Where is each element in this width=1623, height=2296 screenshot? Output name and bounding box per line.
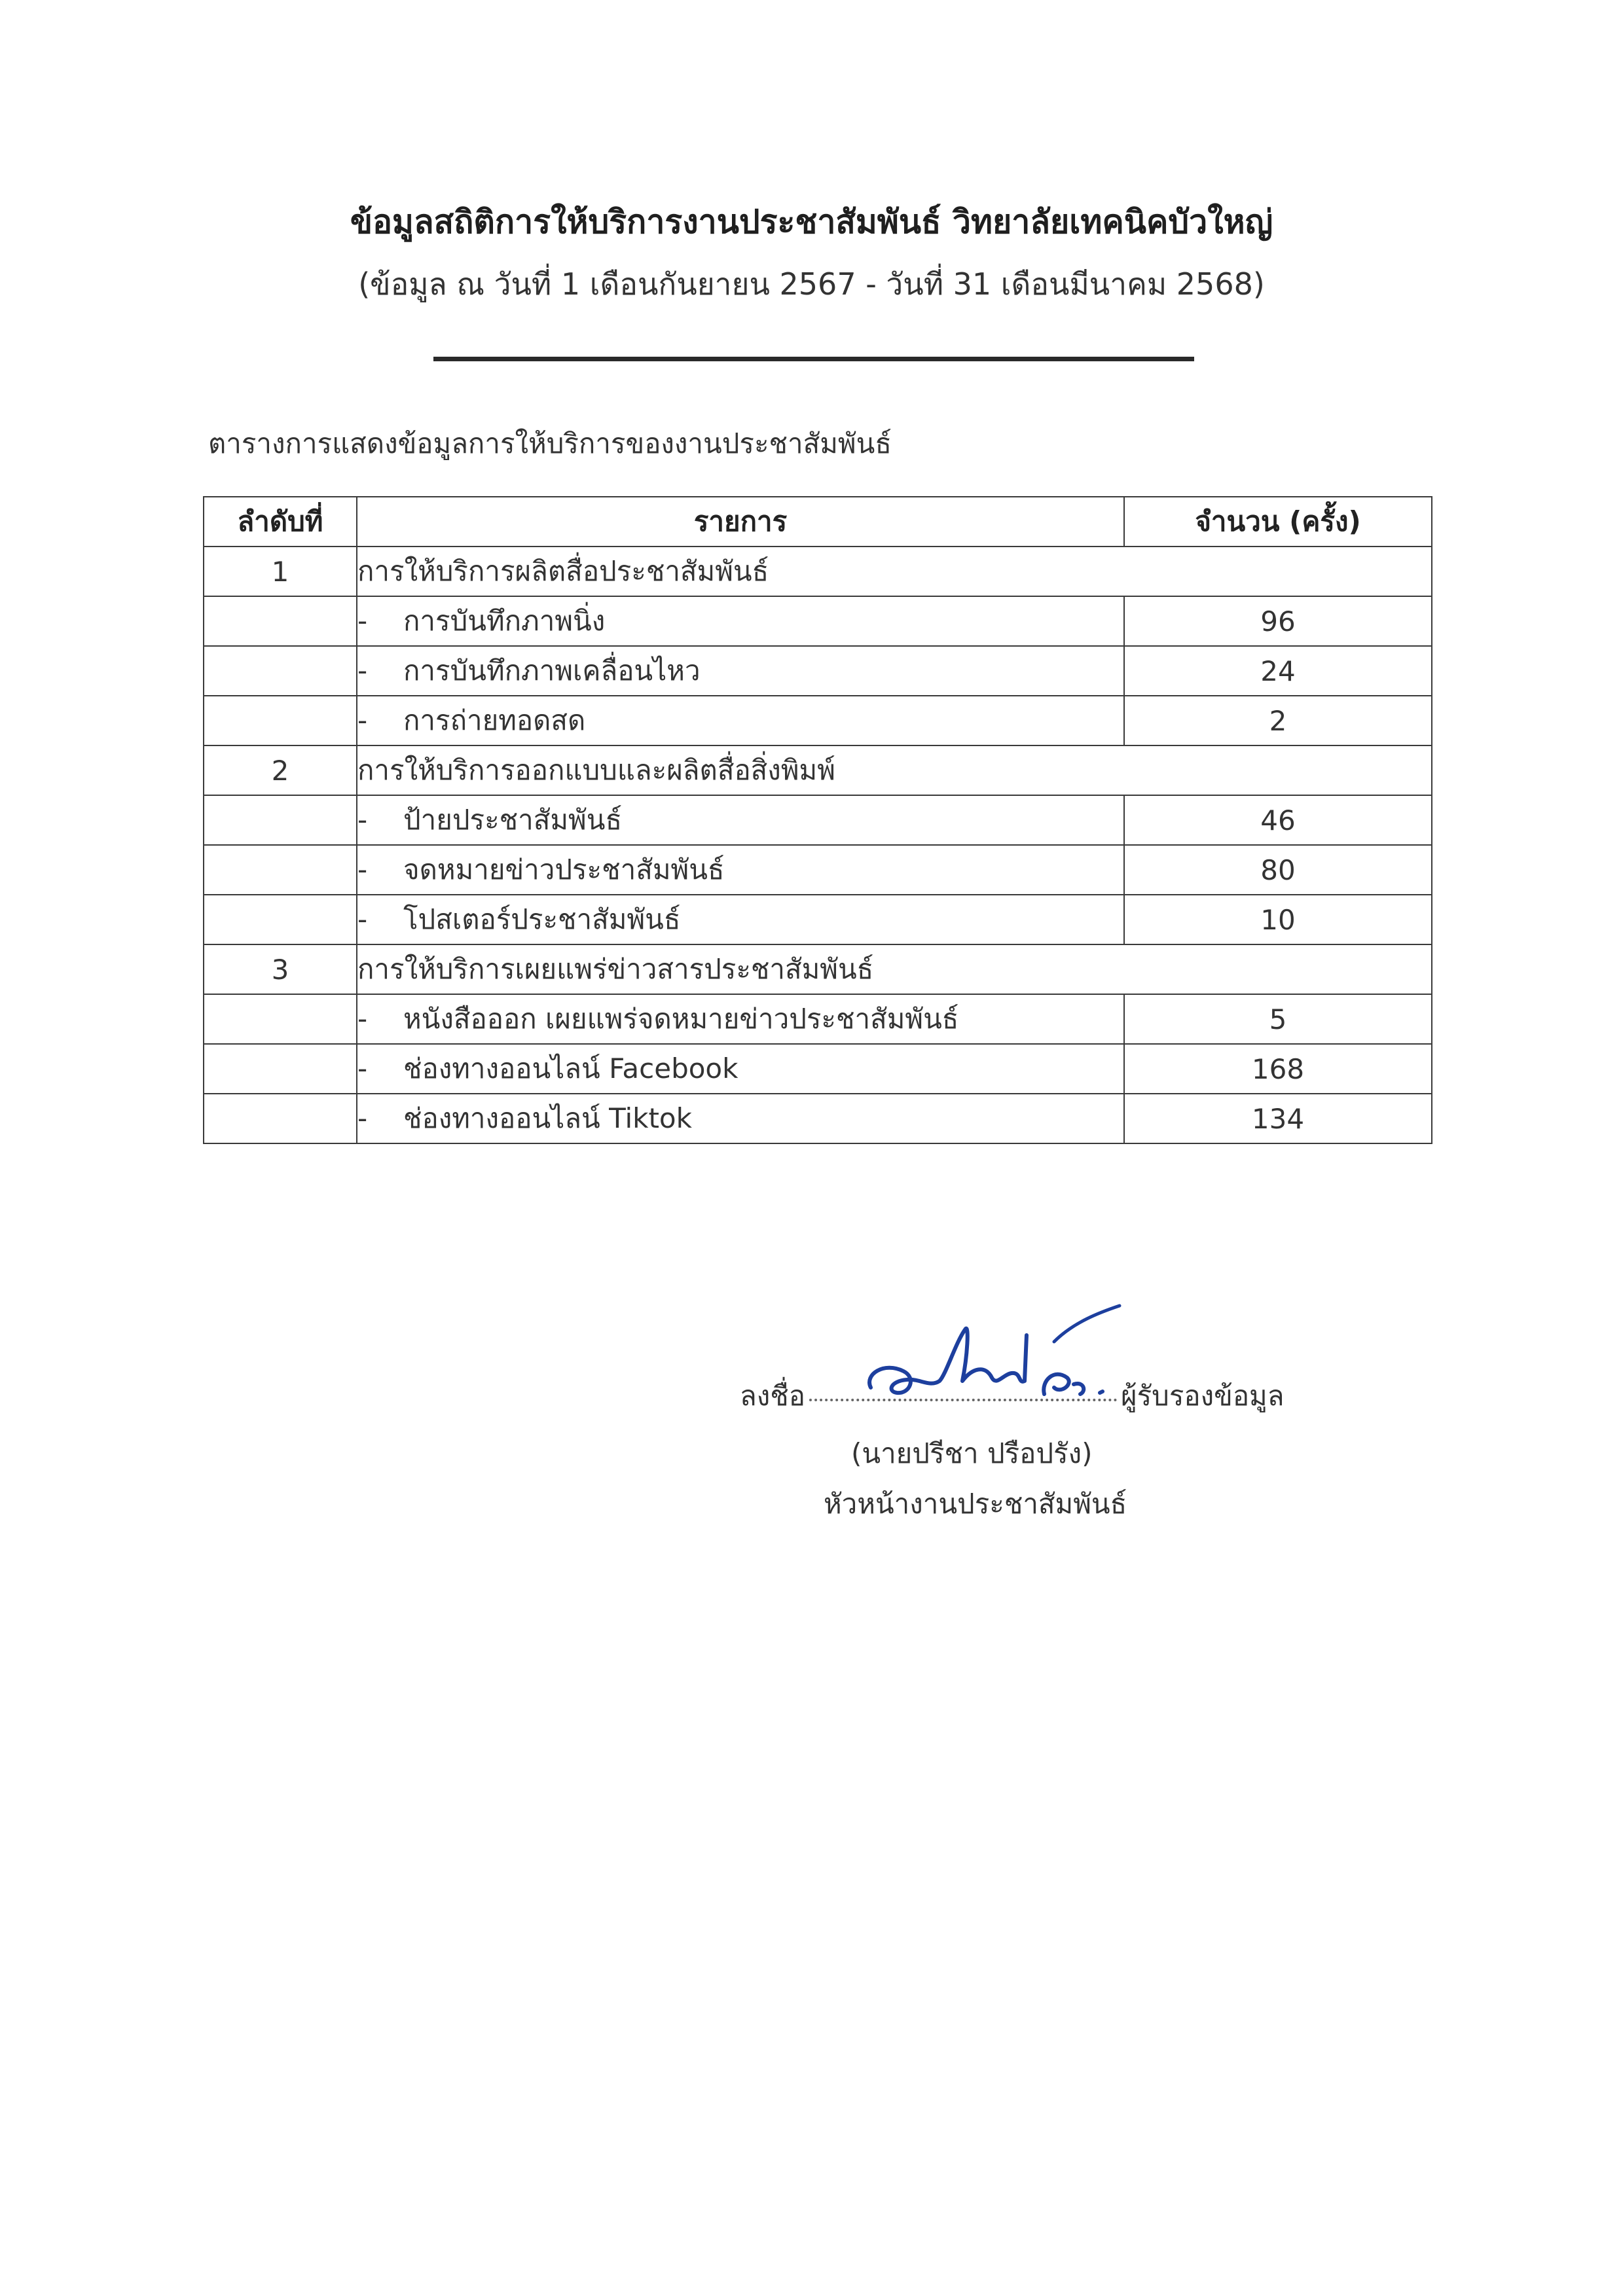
item-count: 168 [1124, 1044, 1432, 1094]
item-label: การบันทึกภาพเคลื่อนไหว [403, 655, 701, 687]
item-count: 134 [1124, 1094, 1432, 1143]
item-count: 96 [1124, 596, 1432, 646]
item-cell: - การบันทึกภาพนิ่ง [357, 596, 1124, 646]
item-cell: - ป้ายประชาสัมพันธ์ [357, 795, 1124, 845]
group-number: 2 [204, 745, 357, 795]
group-title: การให้บริการออกแบบและผลิตสื่อสิ่งพิมพ์ [357, 745, 1432, 795]
item-cell: - โปสเตอร์ประชาสัมพันธ์ [357, 895, 1124, 944]
signature-dotted-line [809, 1399, 1117, 1401]
signer-position: หัวหน้างานประชาสัมพันธ์ [824, 1488, 1127, 1520]
group-number: 1 [204, 547, 357, 596]
item-label: การบันทึกภาพนิ่ง [403, 605, 606, 637]
table-row [204, 994, 1432, 1044]
table-header-row [204, 497, 1432, 547]
item-cell: - ช่องทางออนไลน์ Tiktok [357, 1094, 1124, 1143]
item-count: 10 [1124, 895, 1432, 944]
table-row [204, 696, 1432, 745]
title-divider [433, 357, 1194, 361]
item-count: 24 [1124, 646, 1432, 696]
item-cell: - การถ่ายทอดสด [357, 696, 1124, 745]
table-row [204, 1094, 1432, 1143]
item-label: ช่องทางออนไลน์ Tiktok [403, 1102, 692, 1134]
item-count: 5 [1124, 994, 1432, 1044]
document-subtitle: (ข้อมูล ณ วันที่ 1 เดือนกันยายน 2567 - วันที่ 31 เดือนมีนาคม 2568) [358, 266, 1265, 302]
item-cell: - ช่องทางออนไลน์ Facebook [357, 1044, 1124, 1094]
group-row [204, 944, 1432, 994]
item-label: หนังสือออก เผยแพร่จดหมายข่าวประชาสัมพันธ์ [403, 1003, 959, 1035]
item-count: 46 [1124, 795, 1432, 845]
item-label: การถ่ายทอดสด [403, 704, 586, 736]
table-row [204, 1044, 1432, 1094]
table-row [204, 646, 1432, 696]
header-count: จำนวน (ครั้ง) [1124, 497, 1432, 547]
header-order: ลำดับที่ [204, 497, 357, 547]
item-cell: - การบันทึกภาพเคลื่อนไหว [357, 646, 1124, 696]
signer-name: (นายปรีชา ปรือปรัง) [851, 1437, 1093, 1469]
item-label: ป้ายประชาสัมพันธ์ [403, 804, 623, 836]
document-title: ข้อมูลสถิติการให้บริการงานประชาสัมพันธ์ วิทยาลัยเทคนิคบัวใหญ่ [350, 203, 1273, 241]
item-cell: - จดหมายข่าวประชาสัมพันธ์ [357, 845, 1124, 895]
table-caption: ตารางการแสดงข้อมูลการให้บริการของงานประชาสัมพันธ์ [208, 427, 892, 459]
group-row [204, 547, 1432, 596]
item-count: 2 [1124, 696, 1432, 745]
header-item: รายการ [357, 497, 1124, 547]
signature-line [740, 1374, 1284, 1418]
table-row [204, 895, 1432, 944]
sign-label: ลงชื่อ [740, 1380, 805, 1412]
group-title: การให้บริการผลิตสื่อประชาสัมพันธ์ [357, 547, 1432, 596]
group-row [204, 745, 1432, 795]
group-number: 3 [204, 944, 357, 994]
group-title: การให้บริการเผยแพร่ข่าวสารประชาสัมพันธ์ [357, 944, 1432, 994]
statistics-table [203, 496, 1432, 1144]
item-label: ช่องทางออนไลน์ Facebook [403, 1052, 739, 1085]
table-row [204, 795, 1432, 845]
table-row [204, 845, 1432, 895]
item-label: โปสเตอร์ประชาสัมพันธ์ [403, 903, 681, 935]
certifier-label: ผู้รับรองข้อมูล [1120, 1380, 1285, 1412]
item-cell: - หนังสือออก เผยแพร่จดหมายข่าวประชาสัมพันธ์ [357, 994, 1124, 1044]
item-label: จดหมายข่าวประชาสัมพันธ์ [403, 853, 725, 886]
table-row [204, 596, 1432, 646]
item-count: 80 [1124, 845, 1432, 895]
